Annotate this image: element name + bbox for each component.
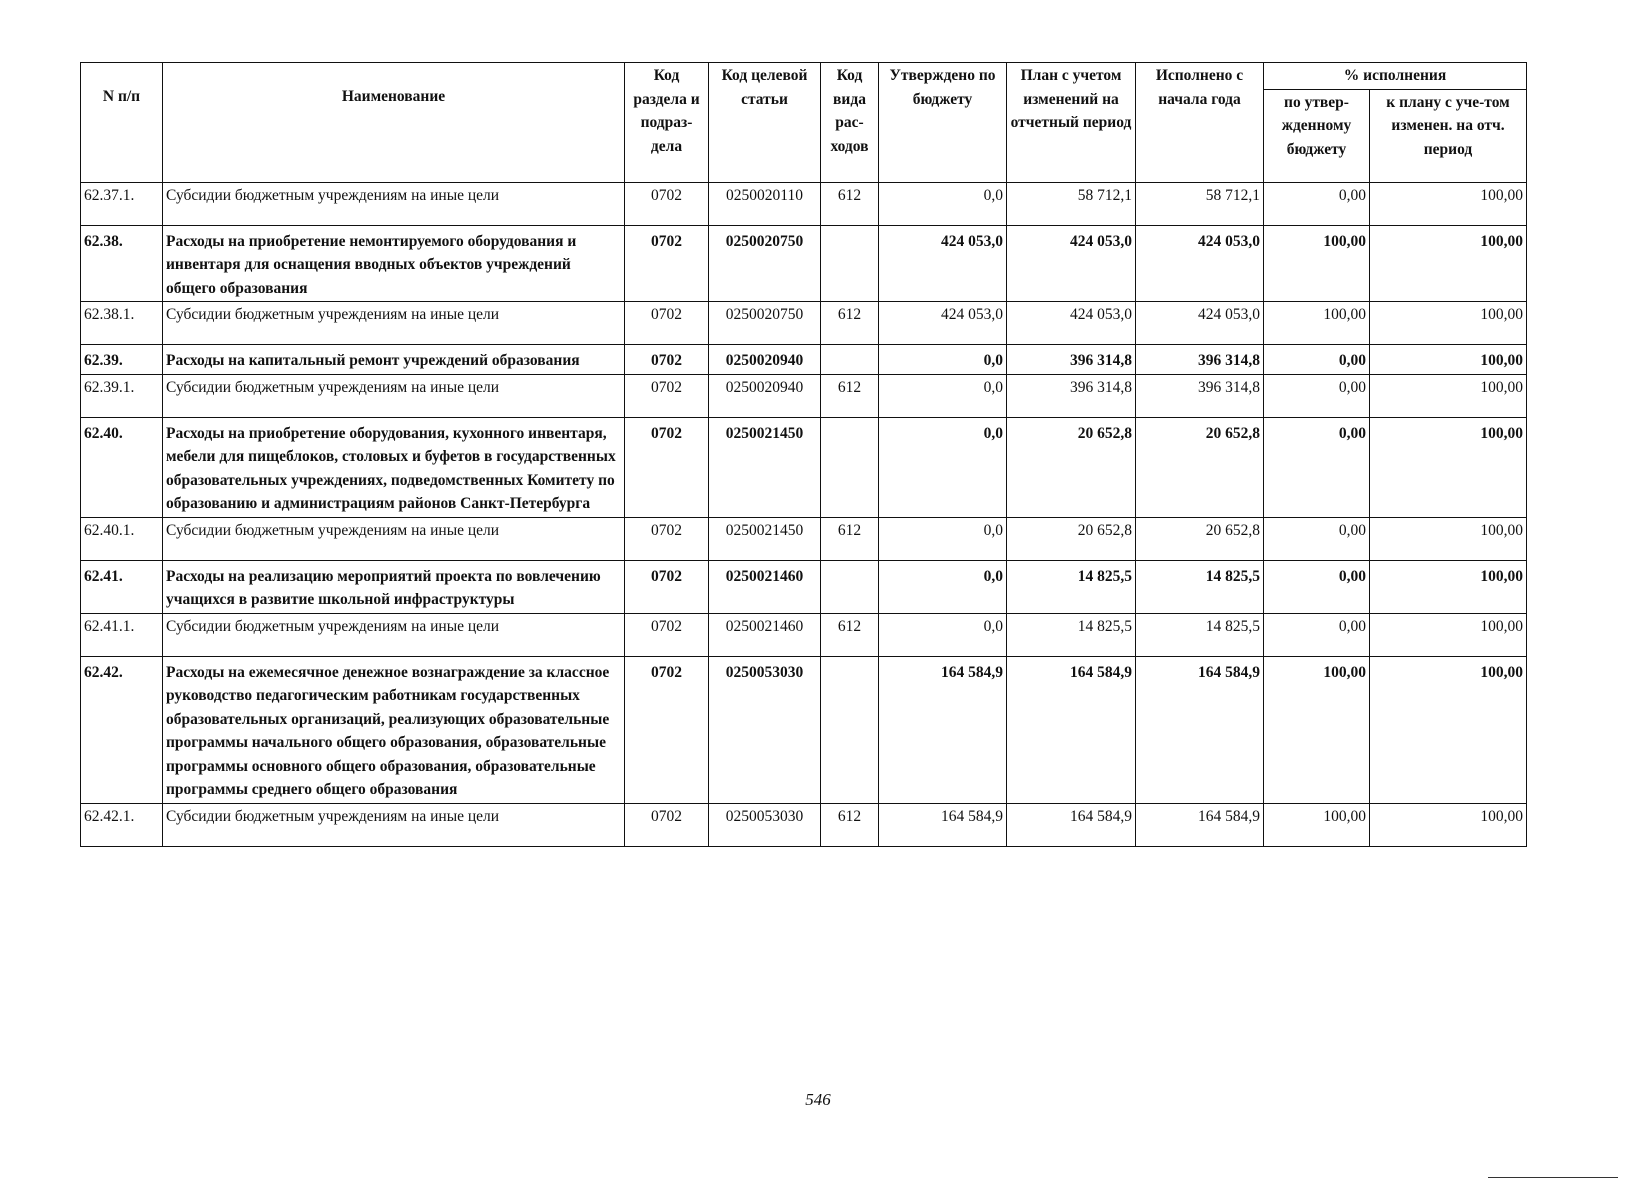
cell-approved: 424 053,0	[879, 302, 1007, 345]
cell-section-code: 0702	[625, 560, 709, 613]
header-approved: Утверждено по бюджету	[879, 63, 1007, 183]
cell-pct-budget: 0,00	[1264, 517, 1370, 560]
cell-approved: 0,0	[879, 613, 1007, 656]
cell-pct-plan: 100,00	[1370, 560, 1527, 613]
table-header	[81, 63, 1527, 183]
cell-executed: 396 314,8	[1136, 345, 1264, 375]
cell-num: 62.42.	[81, 656, 163, 803]
table-row	[81, 182, 1527, 225]
cell-executed: 14 825,5	[1136, 613, 1264, 656]
cell-num: 62.40.1.	[81, 517, 163, 560]
cell-plan: 58 712,1	[1007, 182, 1136, 225]
cell-executed: 20 652,8	[1136, 517, 1264, 560]
cell-approved: 164 584,9	[879, 803, 1007, 846]
table-body	[81, 182, 1527, 846]
cell-pct-budget: 0,00	[1264, 417, 1370, 517]
cell-pct-plan: 100,00	[1370, 225, 1527, 302]
cell-expense-code: 612	[821, 374, 879, 417]
cell-num: 62.42.1.	[81, 803, 163, 846]
cell-executed: 14 825,5	[1136, 560, 1264, 613]
header-target-code: Код целевой статьи	[709, 63, 821, 183]
cell-section-code: 0702	[625, 656, 709, 803]
cell-section-code: 0702	[625, 417, 709, 517]
cell-expense-code	[821, 345, 879, 375]
cell-plan: 20 652,8	[1007, 517, 1136, 560]
cell-name: Субсидии бюджетным учреждениям на иные цели	[163, 374, 625, 417]
cell-approved: 0,0	[879, 345, 1007, 375]
cell-target-code: 0250021460	[709, 560, 821, 613]
cell-pct-budget: 0,00	[1264, 345, 1370, 375]
cell-num: 62.41.1.	[81, 613, 163, 656]
page-number: 546	[805, 1090, 831, 1109]
cell-expense-code: 612	[821, 182, 879, 225]
table-row	[81, 803, 1527, 846]
cell-pct-plan: 100,00	[1370, 345, 1527, 375]
cell-name: Расходы на реализацию мероприятий проекта по вовлечению учащихся в развитие школьной инфраструктуры	[163, 560, 625, 613]
cell-name: Расходы на приобретение немонтируемого оборудования и инвентаря для оснащения вводных объектов учреждений общего образования	[163, 225, 625, 302]
header-plan: План с учетом изменений на отчетный период	[1007, 63, 1136, 183]
cell-target-code: 0250021450	[709, 417, 821, 517]
cell-plan: 424 053,0	[1007, 302, 1136, 345]
cell-name: Субсидии бюджетным учреждениям на иные цели	[163, 302, 625, 345]
cell-expense-code: 612	[821, 613, 879, 656]
cell-approved: 0,0	[879, 517, 1007, 560]
cell-expense-code	[821, 560, 879, 613]
table-row	[81, 225, 1527, 302]
cell-expense-code	[821, 225, 879, 302]
cell-target-code: 0250021460	[709, 613, 821, 656]
cell-expense-code	[821, 417, 879, 517]
cell-pct-plan: 100,00	[1370, 374, 1527, 417]
cell-num: 62.37.1.	[81, 182, 163, 225]
cell-section-code: 0702	[625, 613, 709, 656]
cell-pct-budget: 0,00	[1264, 613, 1370, 656]
cell-section-code: 0702	[625, 345, 709, 375]
cell-pct-budget: 0,00	[1264, 182, 1370, 225]
table-row	[81, 656, 1527, 803]
cell-num: 62.38.1.	[81, 302, 163, 345]
cell-target-code: 0250053030	[709, 656, 821, 803]
header-executed: Исполнено с начала года	[1136, 63, 1264, 183]
cell-pct-budget: 100,00	[1264, 803, 1370, 846]
cell-plan: 396 314,8	[1007, 374, 1136, 417]
cell-pct-budget: 0,00	[1264, 560, 1370, 613]
cell-section-code: 0702	[625, 803, 709, 846]
cell-approved: 0,0	[879, 374, 1007, 417]
cell-expense-code: 612	[821, 803, 879, 846]
cell-target-code: 0250020940	[709, 345, 821, 375]
cell-name: Расходы на капитальный ремонт учреждений образования	[163, 345, 625, 375]
table-row	[81, 302, 1527, 345]
cell-executed: 164 584,9	[1136, 656, 1264, 803]
cell-executed: 58 712,1	[1136, 182, 1264, 225]
table-row	[81, 560, 1527, 613]
budget-table-sheet	[80, 62, 1526, 847]
header-percent-group: % исполнения	[1264, 63, 1527, 90]
cell-plan: 14 825,5	[1007, 613, 1136, 656]
table-row	[81, 517, 1527, 560]
cell-target-code: 0250020750	[709, 225, 821, 302]
cell-pct-plan: 100,00	[1370, 182, 1527, 225]
cell-pct-plan: 100,00	[1370, 417, 1527, 517]
cell-target-code: 0250020940	[709, 374, 821, 417]
cell-num: 62.38.	[81, 225, 163, 302]
corner-scan-mark	[1488, 1177, 1618, 1178]
cell-approved: 424 053,0	[879, 225, 1007, 302]
cell-pct-budget: 0,00	[1264, 374, 1370, 417]
cell-target-code: 0250021450	[709, 517, 821, 560]
cell-target-code: 0250020750	[709, 302, 821, 345]
header-section-code: Код раздела и подраз-дела	[625, 63, 709, 183]
cell-section-code: 0702	[625, 374, 709, 417]
cell-name: Субсидии бюджетным учреждениям на иные цели	[163, 613, 625, 656]
table-row	[81, 417, 1527, 517]
cell-pct-budget: 100,00	[1264, 302, 1370, 345]
cell-pct-plan: 100,00	[1370, 517, 1527, 560]
cell-plan: 164 584,9	[1007, 656, 1136, 803]
cell-approved: 0,0	[879, 560, 1007, 613]
cell-name: Субсидии бюджетным учреждениям на иные цели	[163, 803, 625, 846]
cell-num: 62.41.	[81, 560, 163, 613]
cell-num: 62.40.	[81, 417, 163, 517]
cell-num: 62.39.	[81, 345, 163, 375]
cell-executed: 424 053,0	[1136, 225, 1264, 302]
header-pct-budget: по утвер-жденному бюджету	[1264, 89, 1370, 182]
cell-name: Расходы на ежемесячное денежное вознаграждение за классное руководство педагогическим работникам государственных образовательных организаций, реализующих образовательные программы начального общего образования, образовательные программы основного общего образования, образовательные программы среднего общего образования	[163, 656, 625, 803]
header-name: Наименование	[163, 63, 625, 183]
cell-expense-code: 612	[821, 302, 879, 345]
cell-target-code: 0250020110	[709, 182, 821, 225]
cell-executed: 396 314,8	[1136, 374, 1264, 417]
cell-target-code: 0250053030	[709, 803, 821, 846]
cell-pct-plan: 100,00	[1370, 656, 1527, 803]
cell-pct-plan: 100,00	[1370, 803, 1527, 846]
cell-approved: 0,0	[879, 417, 1007, 517]
table-row	[81, 345, 1527, 375]
cell-section-code: 0702	[625, 225, 709, 302]
header-num: N п/п	[81, 63, 163, 183]
cell-pct-plan: 100,00	[1370, 613, 1527, 656]
cell-executed: 424 053,0	[1136, 302, 1264, 345]
cell-pct-budget: 100,00	[1264, 656, 1370, 803]
cell-name: Субсидии бюджетным учреждениям на иные цели	[163, 182, 625, 225]
cell-executed: 164 584,9	[1136, 803, 1264, 846]
cell-plan: 20 652,8	[1007, 417, 1136, 517]
cell-name: Расходы на приобретение оборудования, кухонного инвентаря, мебели для пищеблоков, столовых и буфетов в государственных образовательных учреждениях, подведомственных Комитету по образованию и администрациям районов Санкт-Петербурга	[163, 417, 625, 517]
cell-pct-plan: 100,00	[1370, 302, 1527, 345]
cell-plan: 14 825,5	[1007, 560, 1136, 613]
cell-approved: 0,0	[879, 182, 1007, 225]
cell-section-code: 0702	[625, 517, 709, 560]
cell-name: Субсидии бюджетным учреждениям на иные цели	[163, 517, 625, 560]
cell-num: 62.39.1.	[81, 374, 163, 417]
header-pct-plan: к плану с уче-том изменен. на отч. период	[1370, 89, 1527, 182]
budget-execution-table	[80, 62, 1527, 847]
cell-pct-budget: 100,00	[1264, 225, 1370, 302]
table-row	[81, 613, 1527, 656]
table-row	[81, 374, 1527, 417]
cell-section-code: 0702	[625, 302, 709, 345]
cell-approved: 164 584,9	[879, 656, 1007, 803]
cell-plan: 396 314,8	[1007, 345, 1136, 375]
cell-section-code: 0702	[625, 182, 709, 225]
header-expense-code: Код вида рас-ходов	[821, 63, 879, 183]
cell-executed: 20 652,8	[1136, 417, 1264, 517]
cell-expense-code: 612	[821, 517, 879, 560]
cell-expense-code	[821, 656, 879, 803]
cell-plan: 164 584,9	[1007, 803, 1136, 846]
cell-plan: 424 053,0	[1007, 225, 1136, 302]
